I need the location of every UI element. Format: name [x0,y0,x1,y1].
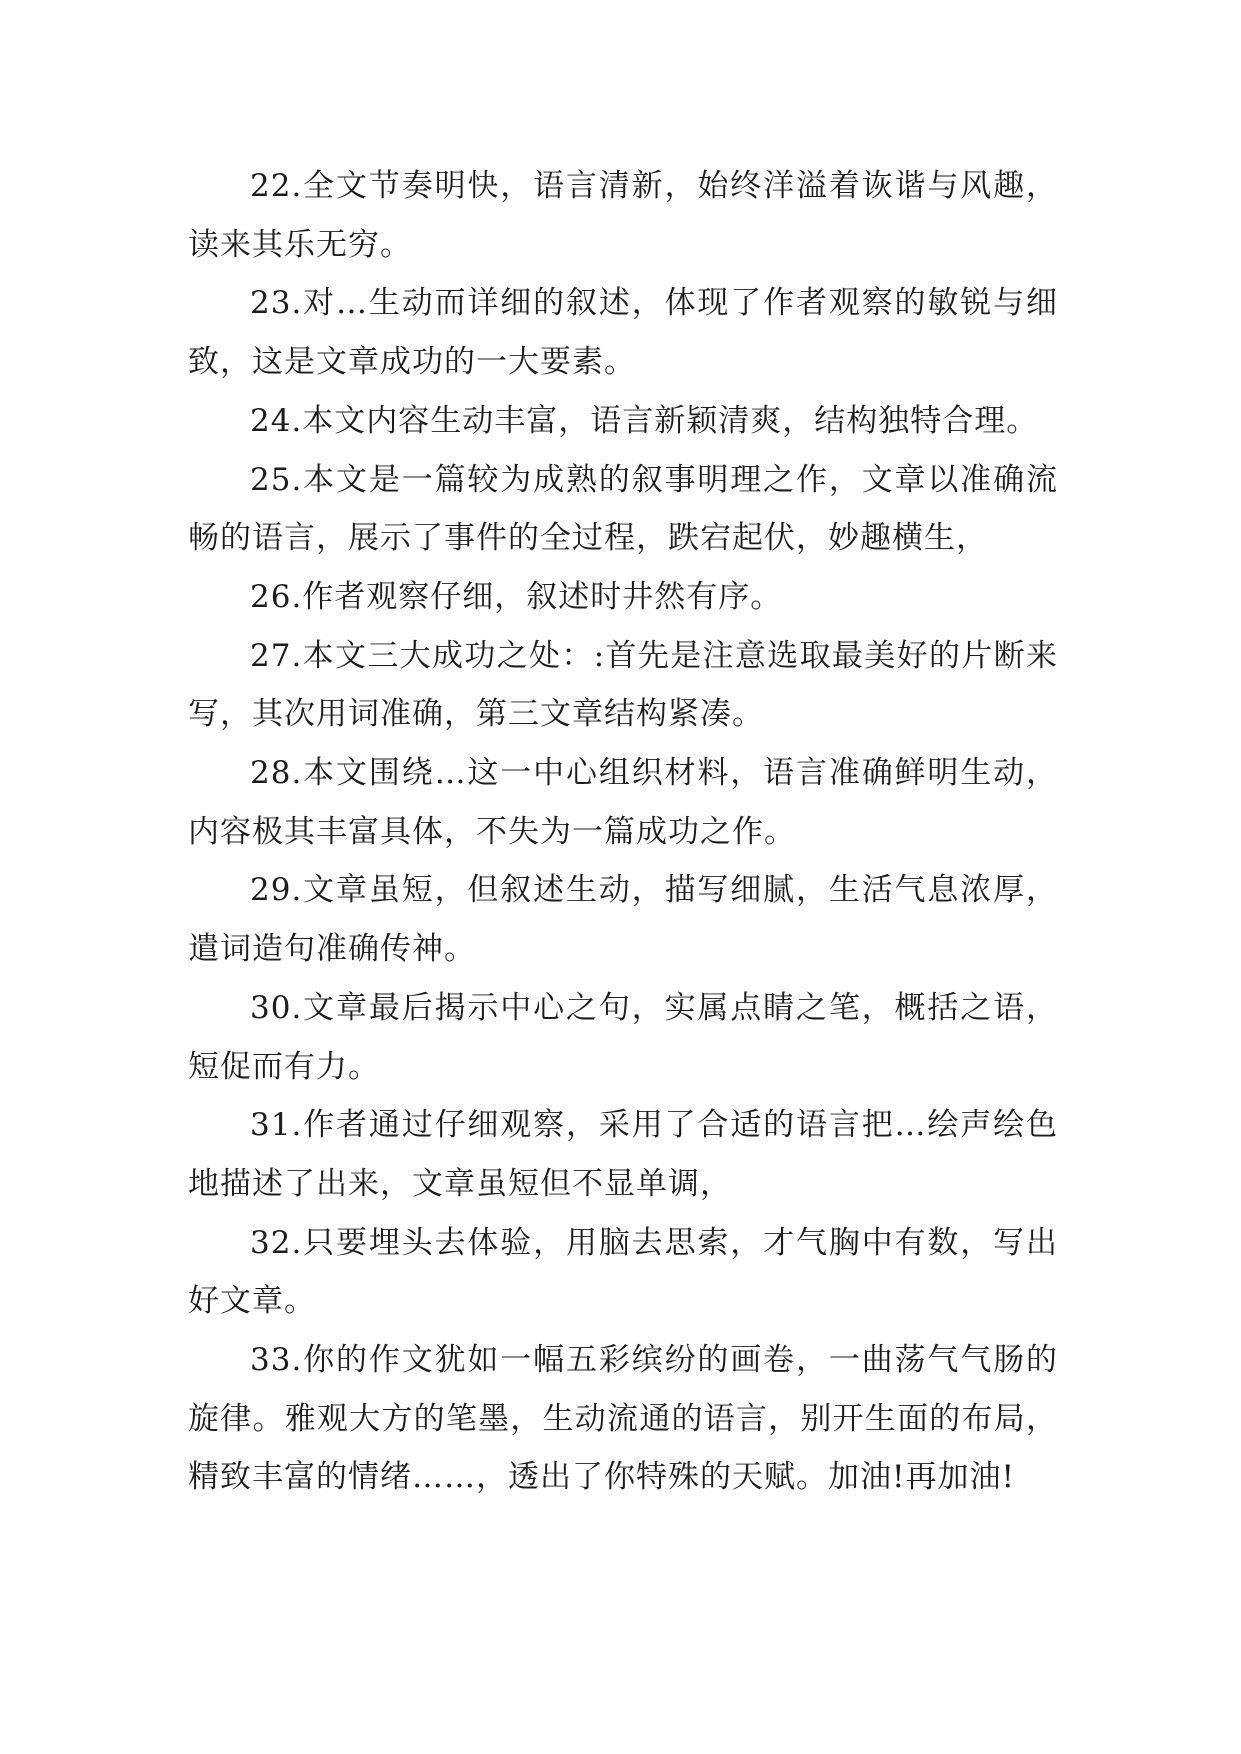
comment-paragraph-33: 33.你的作文犹如一幅五彩缤纷的画卷，一曲荡气气肠的旋律。雅观大方的笔墨，生动流通的语言，别开生面的布局，精致丰富的情绪……，透出了你特殊的天赋。加油!再加油! [188,1342,1058,1496]
comment-paragraph-32: 32.只要埋头去体验，用脑去思索，才气胸中有数，写出好文章。 [188,1224,1058,1320]
comment-paragraph-26: 26.作者观察仔细，叙述时井然有序。 [250,578,783,615]
comment-paragraph-28: 28.本文围绕…这一中心组织材料，语言准确鲜明生动，内容极其丰富具体，不失为一篇成功之作。 [188,755,1058,850]
comment-paragraph-23: 23.对…生动而详细的叙述，体现了作者观察的敏锐与细致，这是文章成功的一大要素。 [188,285,1058,381]
comment-paragraph-22: 22.全文节奏明快，语言清新，始终洋溢着诙谐与风趣，读来其乐无穷。 [188,168,1058,263]
comment-paragraph-31: 31.作者通过仔细观察，采用了合适的语言把…绘声绘色地描述了出来，文章虽短但不显单调， [188,1107,1058,1202]
document-page [188,157,1058,1507]
comment-paragraph-24: 24.本文内容生动丰富，语言新颖清爽，结构独特合理。 [250,402,1039,439]
comment-paragraph-30: 30.文章最后揭示中心之句，实属点睛之笔，概括之语，短促而有力。 [188,989,1058,1085]
comment-paragraph-25: 25.本文是一篇较为成熟的叙事明理之作，文章以准确流畅的语言，展示了事件的全过程，跌宕起伏，妙趣横生， [188,461,1058,557]
comment-paragraph-29: 29.文章虽短，但叙述生动，描写细腻，生活气息浓厚，遣词造句准确传神。 [188,872,1058,968]
comment-paragraph-27: 27.本文三大成功之处：:首先是注意选取最美好的片断来写，其次用词准确，第三文章结构紧凑。 [188,637,1058,733]
